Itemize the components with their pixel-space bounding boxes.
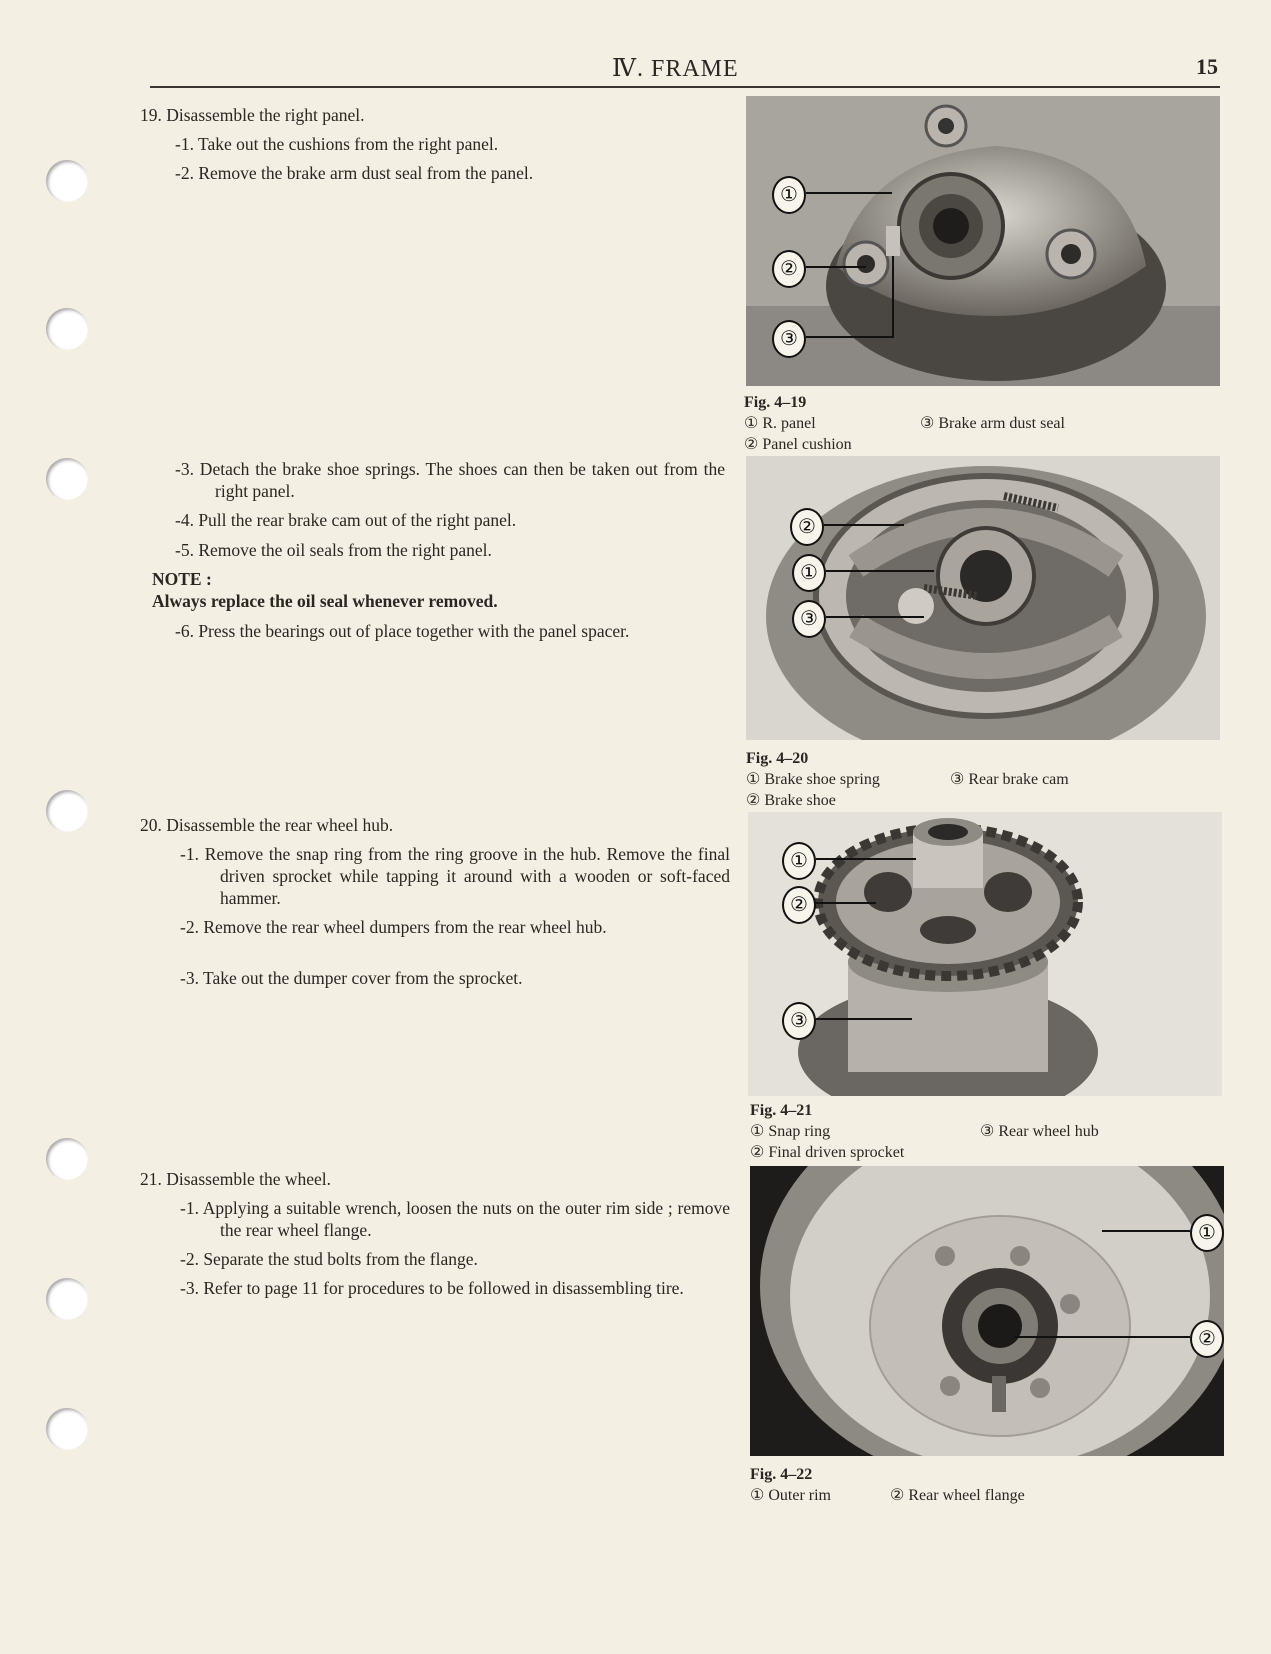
leader-line [1102,1230,1190,1232]
leader-line [806,336,894,338]
caption-item: ① R. panel [744,415,816,432]
figure-title: Fig. 4–21 [750,1102,813,1119]
binder-hole [46,160,88,202]
leader-line [824,524,904,526]
figure-photo-wheel [750,1166,1224,1456]
caption-item: ① Brake shoe spring [746,771,880,788]
procedure-step: -3. Detach the brake shoe springs. The shoes can then be taken out from the right panel. [175,459,725,501]
callout-marker: ② [772,250,806,288]
header-rule [150,86,1220,88]
caption-item: ② Panel cushion [744,436,852,453]
leader-line [816,858,916,860]
page-number: 15 [1196,54,1218,79]
caption-item: ① Outer rim [750,1487,831,1504]
binder-hole [46,1278,88,1320]
rear-hub-illustration [748,812,1222,1096]
callout-marker: ③ [772,320,806,358]
brake-shoe-illustration [746,456,1220,740]
caption-item: ③ Brake arm dust seal [920,415,1065,432]
caption-item: ③ Rear brake cam [950,771,1069,788]
callout-marker: ① [772,176,806,214]
section-heading: 19. Disassemble the right panel. [140,105,365,125]
binder-hole [46,790,88,832]
figure-title: Fig. 4–19 [744,394,807,411]
callout-marker: ③ [782,1002,816,1040]
figure-photo-right-panel [746,96,1220,386]
callout-marker: ② [790,508,824,546]
caption-item: ① Snap ring [750,1123,831,1140]
caption-item: ② Brake shoe [746,792,836,809]
callout-marker: ① [792,554,826,592]
leader-line [806,266,866,268]
leader-line [826,616,924,618]
procedure-step: -6. Press the bearings out of place together with the panel spacer. [175,621,630,641]
caption-row [746,769,1206,790]
caption-row [744,413,1204,434]
figure-photo-rear-hub [748,812,1222,1096]
caption-item: ③ Rear wheel hub [980,1123,1099,1140]
procedure-step: -3. Refer to page 11 for procedures to be followed in disassembling tire. [180,1278,684,1298]
leader-line [892,256,894,338]
procedure-step: -1. Remove the snap ring from the ring groove in the hub. Remove the final driven sprocket while tapping it around with a wooden or soft-faced hammer. [180,844,730,908]
procedure-step: -3. Take out the dumper cover from the sprocket. [180,968,523,988]
section-heading: 20. Disassemble the rear wheel hub. [140,815,394,835]
leader-line [816,902,876,904]
caption-row [750,1121,1210,1142]
leader-line [806,192,892,194]
section-heading: 21. Disassemble the wheel. [140,1169,331,1189]
figure-caption [750,1100,1210,1163]
leader-line [1014,1336,1190,1338]
binder-hole [46,308,88,350]
caption-item: ② Final driven sprocket [750,1144,905,1161]
callout-marker: ① [782,842,816,880]
figure-caption [744,392,1204,455]
procedure-step: -4. Pull the rear brake cam out of the right panel. [175,510,517,530]
procedure-step: -5. Remove the oil seals from the right panel. [175,540,492,560]
procedure-step: -2. Separate the stud bolts from the flange. [180,1249,478,1269]
figure-caption [746,748,1206,811]
procedure-step: -1. Applying a suitable wrench, loosen the nuts on the outer rim side ; remove the rear wheel flange. [180,1198,730,1240]
binder-hole [46,458,88,500]
callout-marker: ② [1190,1320,1224,1358]
procedure-step: -2. Remove the rear wheel dumpers from the rear wheel hub. [180,917,607,937]
procedure-step: -1. Take out the cushions from the right panel. [175,134,499,154]
leader-line [816,1018,912,1020]
callout-marker: ① [1190,1214,1224,1252]
chapter-title: Ⅳ. FRAME [612,56,739,82]
callout-marker: ② [782,886,816,924]
figure-photo-brake-shoes [746,456,1220,740]
figure-title: Fig. 4–22 [750,1466,813,1483]
note-label: NOTE : [152,569,212,589]
leader-line [826,570,934,572]
wheel-illustration [750,1166,1224,1456]
callout-marker: ③ [792,600,826,638]
binder-hole [46,1138,88,1180]
right-panel-illustration [746,96,1220,386]
binder-hole [46,1408,88,1450]
figure-caption [750,1464,1210,1506]
procedure-step: -2. Remove the brake arm dust seal from the panel. [175,163,534,183]
figure-title: Fig. 4–20 [746,750,809,767]
caption-row [750,1485,1210,1506]
caption-item: ② Rear wheel flange [890,1487,1025,1504]
note-text: Always replace the oil seal whenever removed. [152,591,498,611]
